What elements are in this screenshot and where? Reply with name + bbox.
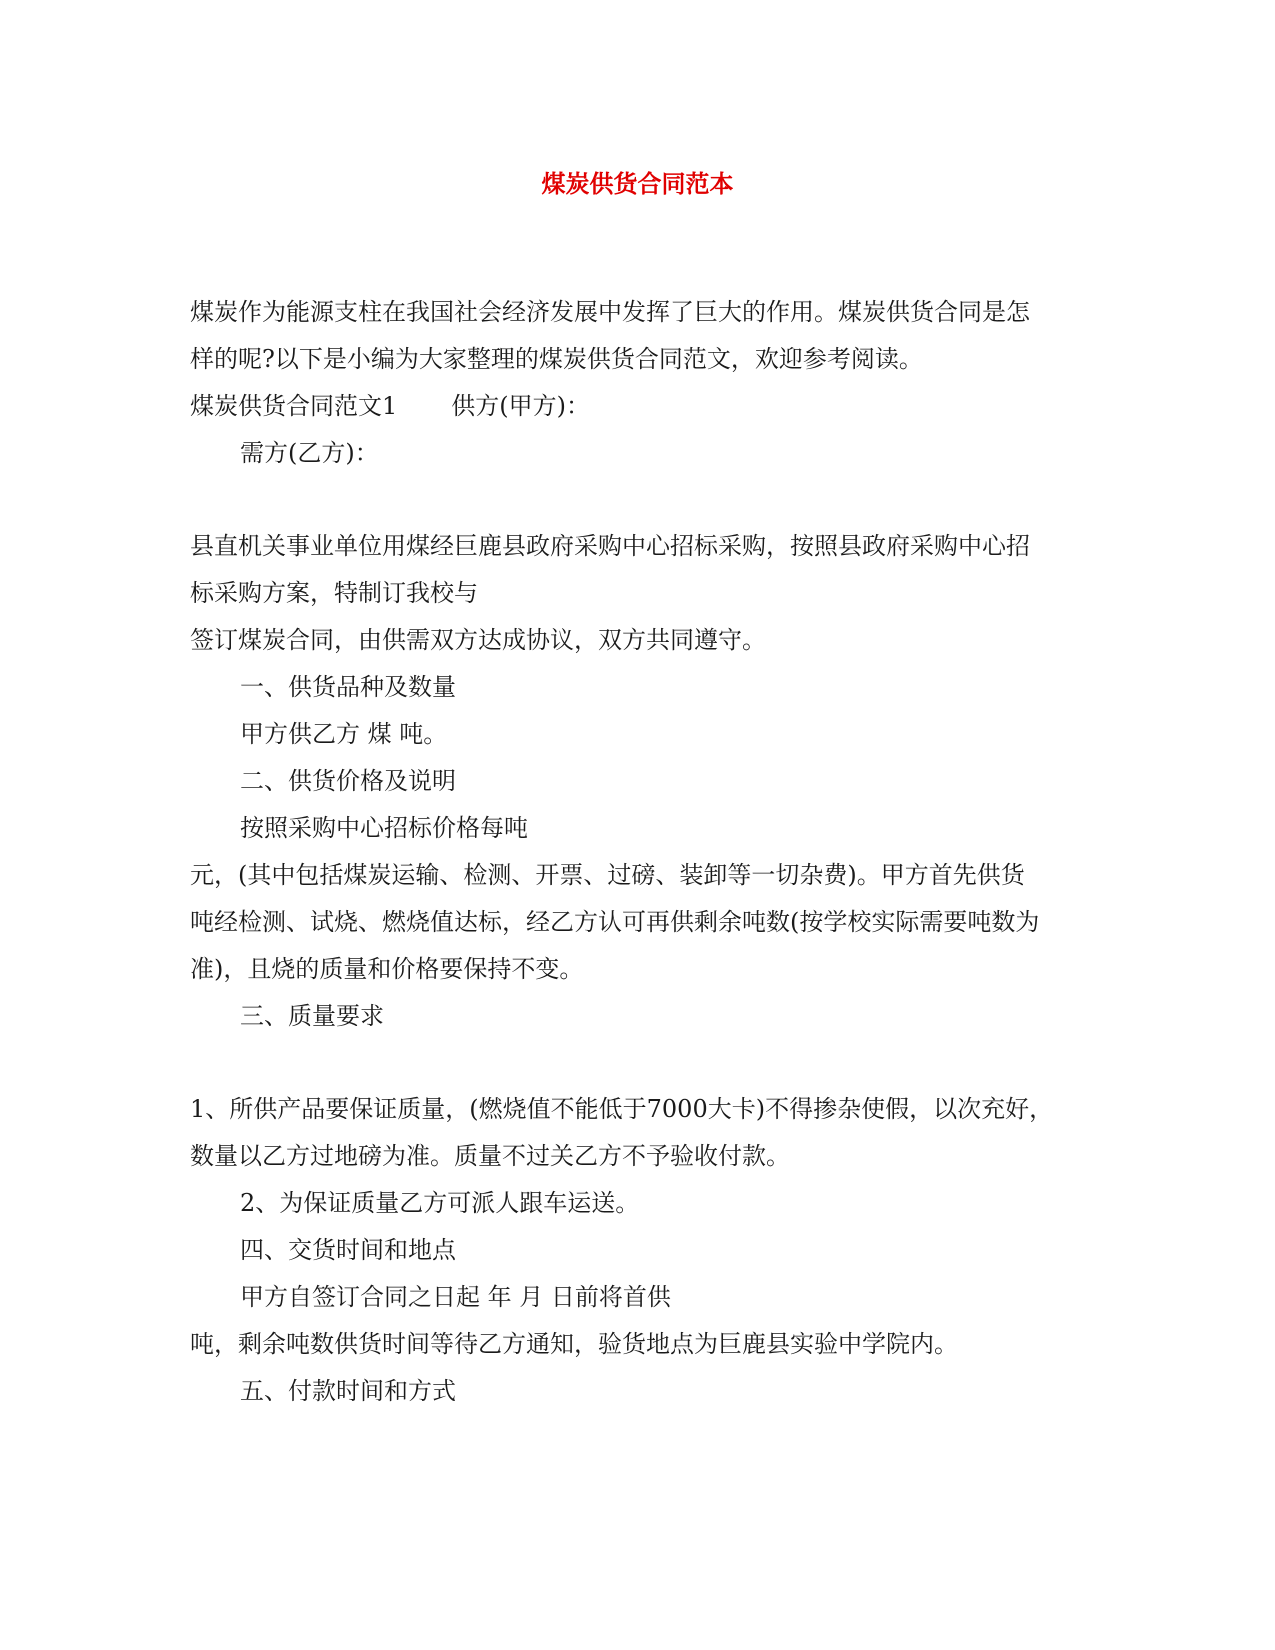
buyer-label: 需方(乙方)：: [240, 439, 379, 467]
paragraph-line: 样的呢?以下是小编为大家整理的煤炭供货合同范文，欢迎参考阅读。: [190, 345, 923, 373]
paragraph-line: 2、为保证质量乙方可派人跟车运送。: [240, 1189, 640, 1217]
paragraph-line: 数量以乙方过地磅为准。质量不过关乙方不予验收付款。: [190, 1142, 790, 1170]
section-heading: 四、交货时间和地点: [240, 1236, 456, 1264]
section-heading: 五、付款时间和方式: [240, 1377, 456, 1405]
paragraph-line: 煤炭作为能源支柱在我国社会经济发展中发挥了巨大的作用。煤炭供货合同是怎: [190, 298, 1030, 326]
section-heading: 三、质量要求: [240, 1002, 384, 1030]
section-heading: 二、供货价格及说明: [240, 767, 456, 795]
contract-sample-heading-row: [190, 391, 590, 421]
paragraph-line: 标采购方案，特制订我校与: [190, 579, 478, 607]
paragraph-line: 吨经检测、试烧、燃烧值达标，经乙方认可再供剩余吨数(按学校实际需要吨数为: [190, 908, 1040, 936]
contract-sample-heading: 煤炭供货合同范文1: [190, 392, 398, 420]
paragraph-line: 元，(其中包括煤炭运输、检测、开票、过磅、装卸等一切杂费)。甲方首先供货: [190, 861, 1025, 889]
document-title: 煤炭供货合同范本: [541, 169, 734, 198]
section-heading: 一、供货品种及数量: [240, 673, 456, 701]
paragraph-line: 县直机关事业单位用煤经巨鹿县政府采购中心招标采购，按照县政府采购中心招: [190, 532, 1030, 560]
paragraph-line: 甲方供乙方 煤 吨。: [240, 720, 448, 748]
paragraph-line: 1、所供产品要保证质量，(燃烧值不能低于7000大卡)不得掺杂使假，以次充好，: [190, 1095, 1054, 1123]
paragraph-line: 吨，剩余吨数供货时间等待乙方通知，验货地点为巨鹿县实验中学院内。: [190, 1330, 958, 1358]
paragraph-line: 签订煤炭合同，由供需双方达成协议，双方共同遵守。: [190, 626, 766, 654]
paragraph-line: 准)，且烧的质量和价格要保持不变。: [190, 955, 584, 983]
paragraph-line: 按照采购中心招标价格每吨: [240, 814, 528, 842]
paragraph-line: 甲方自签订合同之日起 年 月 日前将首供: [240, 1283, 671, 1311]
supplier-label: 供方(甲方)：: [451, 392, 591, 420]
